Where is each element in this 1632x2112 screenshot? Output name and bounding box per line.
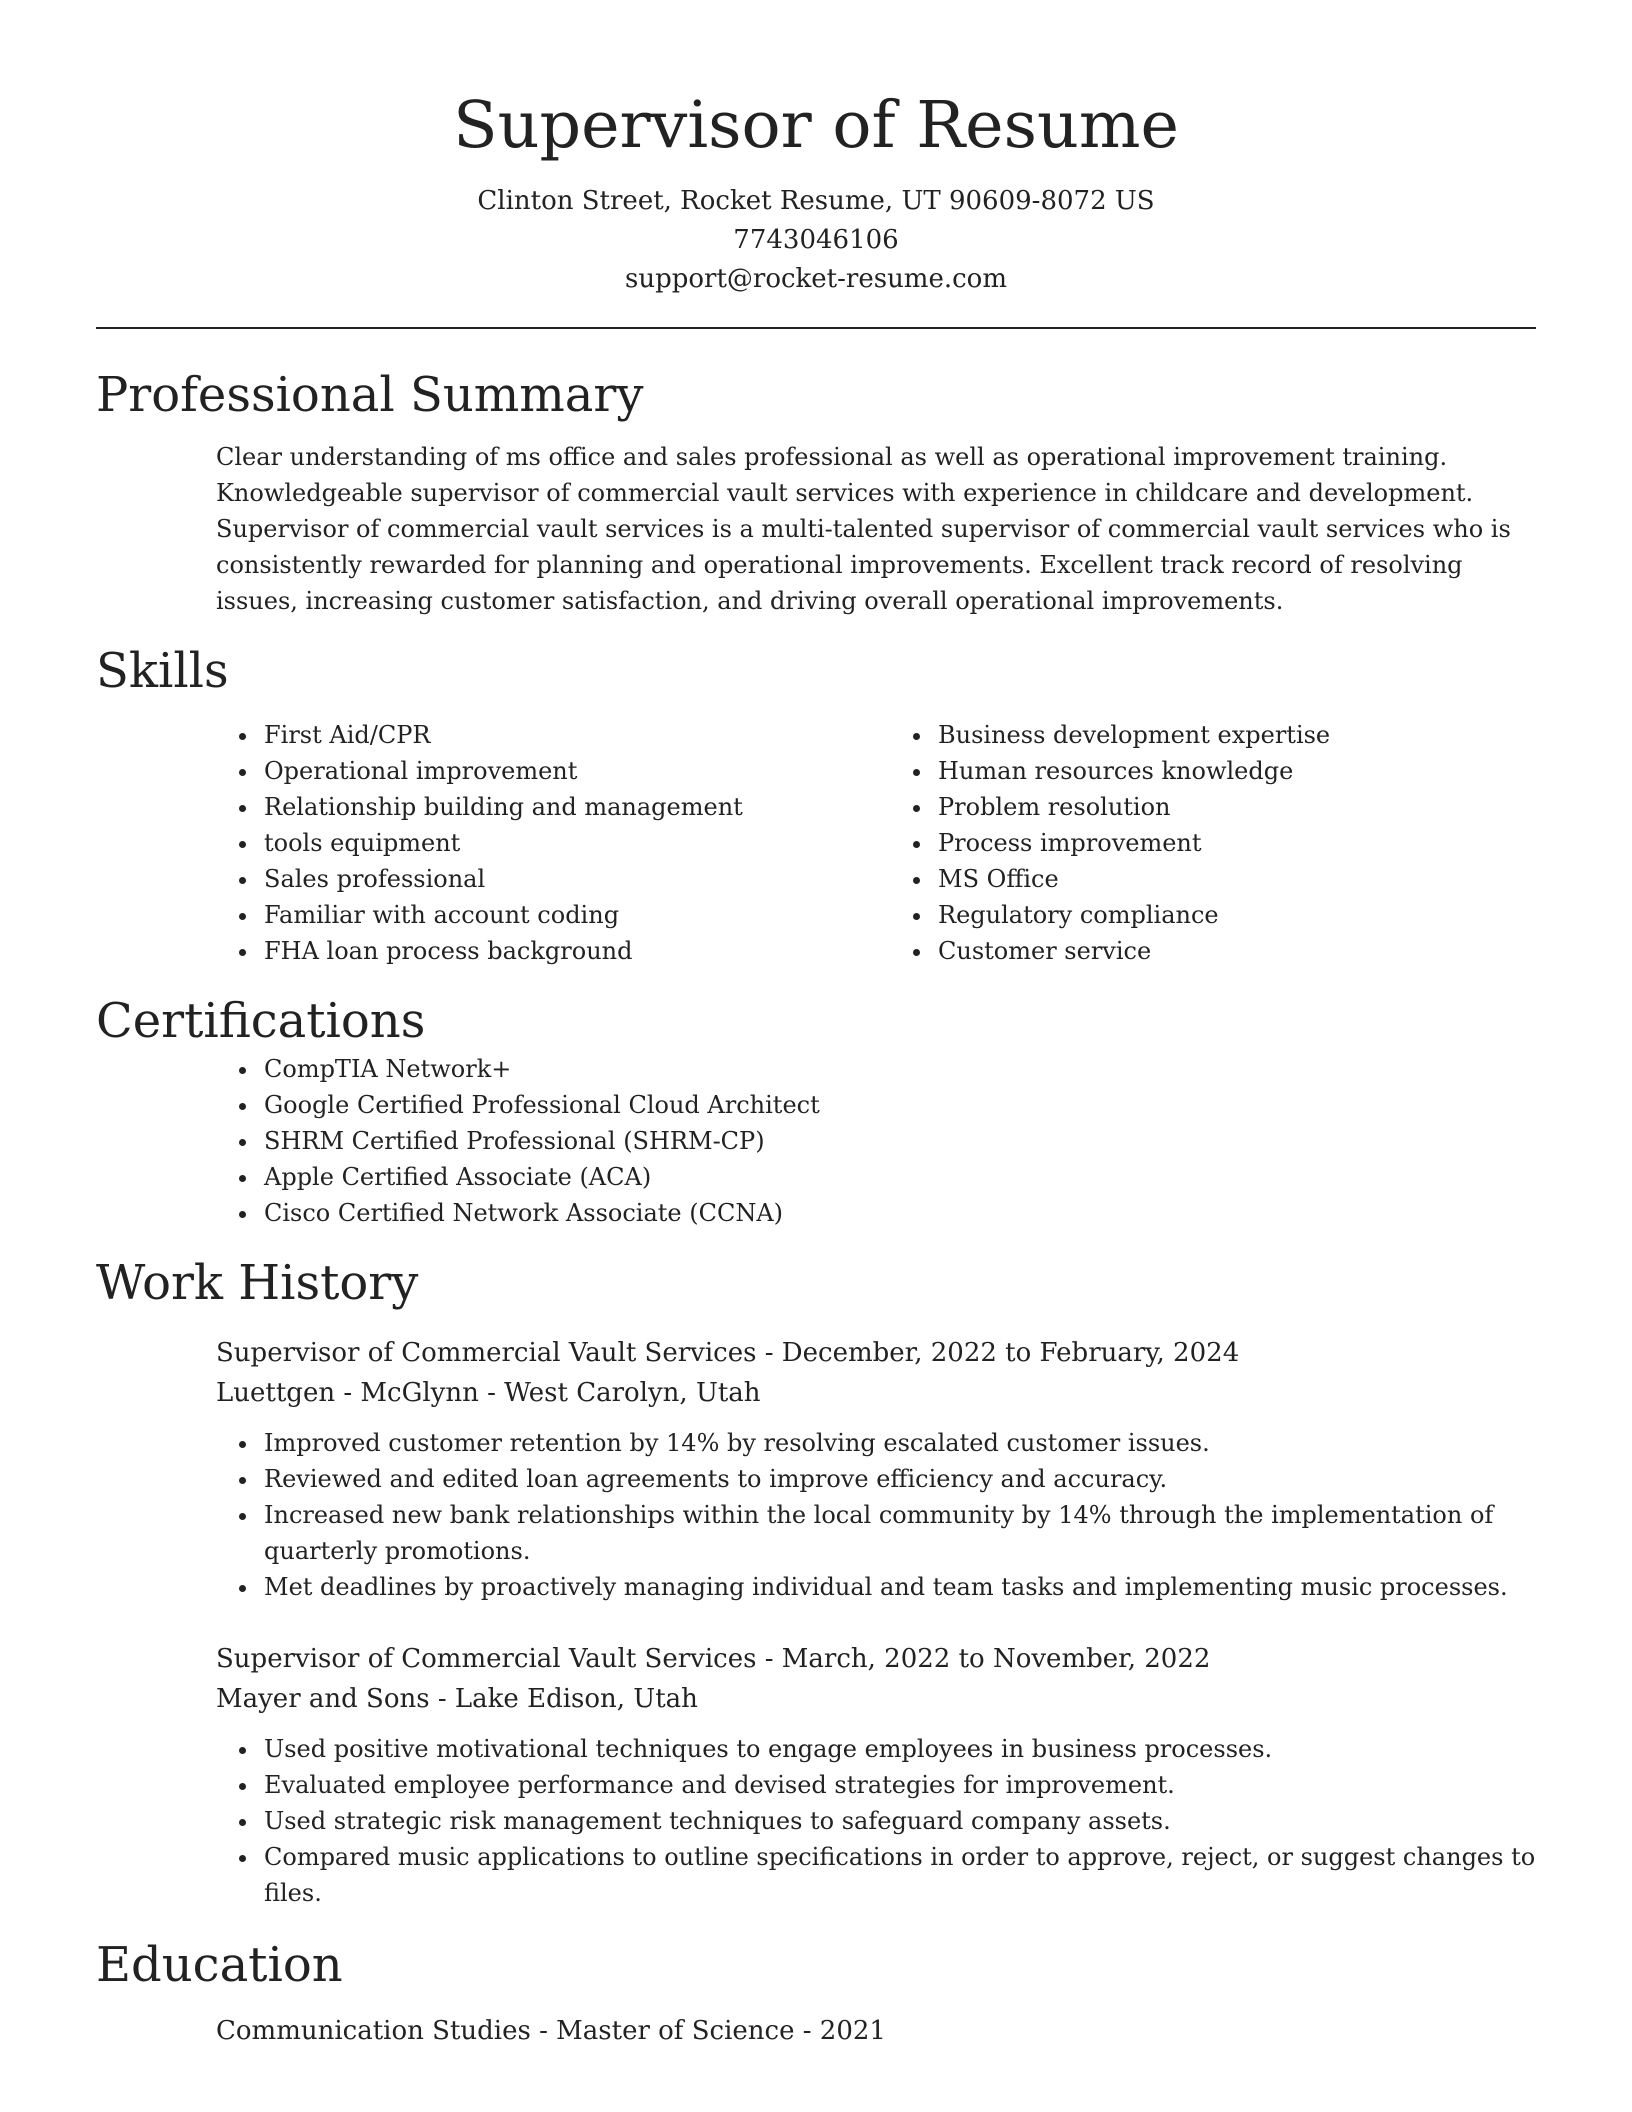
certification-item: • Apple Certified Associate (ACA) xyxy=(260,1159,1536,1195)
job-bullet: • Used strategic risk management techniques to safeguard company assets. xyxy=(260,1803,1570,1839)
skill-item: • Business development expertise xyxy=(934,717,1534,753)
header-divider xyxy=(96,327,1536,329)
education-entry: Communication Studies - Master of Science - 2021 xyxy=(216,2016,886,2046)
skills-section xyxy=(96,641,1536,969)
job-company: Mayer and Sons - Lake Edison, Utah xyxy=(216,1684,698,1714)
job-bullet: • Improved customer retention by 14% by resolving escalated customer issues. xyxy=(260,1425,1570,1461)
skill-item: • Human resources knowledge xyxy=(934,753,1534,789)
certifications-section xyxy=(96,991,1536,1231)
job-bullet: • Met deadlines by proactively managing individual and team tasks and implementing music processes. xyxy=(260,1569,1570,1605)
skill-item: • Familiar with account coding xyxy=(260,897,910,933)
job-bullet: • Reviewed and edited loan agreements to improve efficiency and accuracy. xyxy=(260,1461,1570,1497)
job-title: Supervisor of Commercial Vault Services - December, 2022 to February, 2024 xyxy=(216,1338,1240,1368)
skills-columns xyxy=(96,717,1536,969)
summary-section xyxy=(96,365,1536,619)
resume-header xyxy=(96,0,1536,299)
summary-heading: Professional Summary xyxy=(96,367,644,423)
job-company: Luettgen - McGlynn - West Carolyn, Utah xyxy=(216,1378,761,1408)
education-heading: Education xyxy=(96,1937,343,1993)
certification-item: • CompTIA Network+ xyxy=(260,1051,1536,1087)
skill-item: • Sales professional xyxy=(260,861,910,897)
skill-item: • Process improvement xyxy=(934,825,1534,861)
skill-item: • Problem resolution xyxy=(934,789,1534,825)
skill-item: • First Aid/CPR xyxy=(260,717,910,753)
job-bullets xyxy=(216,1731,1570,1911)
skill-item: • Customer service xyxy=(934,933,1534,969)
skill-item: • FHA loan process background xyxy=(260,933,910,969)
skill-item: • Regulatory compliance xyxy=(934,897,1534,933)
skills-heading: Skills xyxy=(96,643,229,699)
certification-item: • Cisco Certified Network Associate (CCNA) xyxy=(260,1195,1536,1231)
job-bullets xyxy=(216,1425,1570,1605)
job-title: Supervisor of Commercial Vault Services - March, 2022 to November, 2022 xyxy=(216,1644,1211,1674)
skills-list-right xyxy=(910,717,1534,969)
certifications-list xyxy=(96,1051,1536,1231)
education-section xyxy=(96,1935,1536,2051)
skills-list-left xyxy=(96,717,910,969)
job-entry xyxy=(216,1639,1536,1911)
summary-text: Clear understanding of ms office and sales professional as well as operational improvement training. Knowledgeable supervisor of commercial vault services with experience in childcare and development. Supervisor of commercial vault services is a multi-talented supervisor of commercial vault services who is consistently rewarded for planning and operational improvements. Excellent track record of resolving issues, increasing customer satisfaction, and driving overall operational improvements. xyxy=(216,443,1511,615)
contact-email: support@rocket-resume.com xyxy=(624,264,1007,294)
work-history-section xyxy=(96,1253,1536,1911)
skill-item: • Relationship building and management xyxy=(260,789,910,825)
skill-item: • Operational improvement xyxy=(260,753,910,789)
contact-address: Clinton Street, Rocket Resume, UT 90609-8072 US xyxy=(477,186,1155,216)
skill-item: • MS Office xyxy=(934,861,1534,897)
contact-block xyxy=(96,182,1536,299)
job-bullet: • Used positive motivational techniques to engage employees in business processes. xyxy=(260,1731,1570,1767)
skill-item: • tools equipment xyxy=(260,825,910,861)
job-bullet: • Evaluated employee performance and devised strategies for improvement. xyxy=(260,1767,1570,1803)
job-entry xyxy=(216,1333,1536,1605)
certification-item: • SHRM Certified Professional (SHRM-CP) xyxy=(260,1123,1536,1159)
certifications-heading: Certifications xyxy=(96,993,426,1049)
job-bullet: • Increased new bank relationships within the local community by 14% through the implementation of quarterly promotions. xyxy=(260,1497,1570,1569)
job-bullet: • Compared music applications to outline specifications in order to approve, reject, or suggest changes to files. xyxy=(260,1839,1570,1911)
contact-phone: 7743046106 xyxy=(733,225,899,255)
certification-item: • Google Certified Professional Cloud Architect xyxy=(260,1087,1536,1123)
work-history-heading: Work History xyxy=(96,1255,419,1311)
candidate-name: Supervisor of Resume xyxy=(453,88,1179,163)
